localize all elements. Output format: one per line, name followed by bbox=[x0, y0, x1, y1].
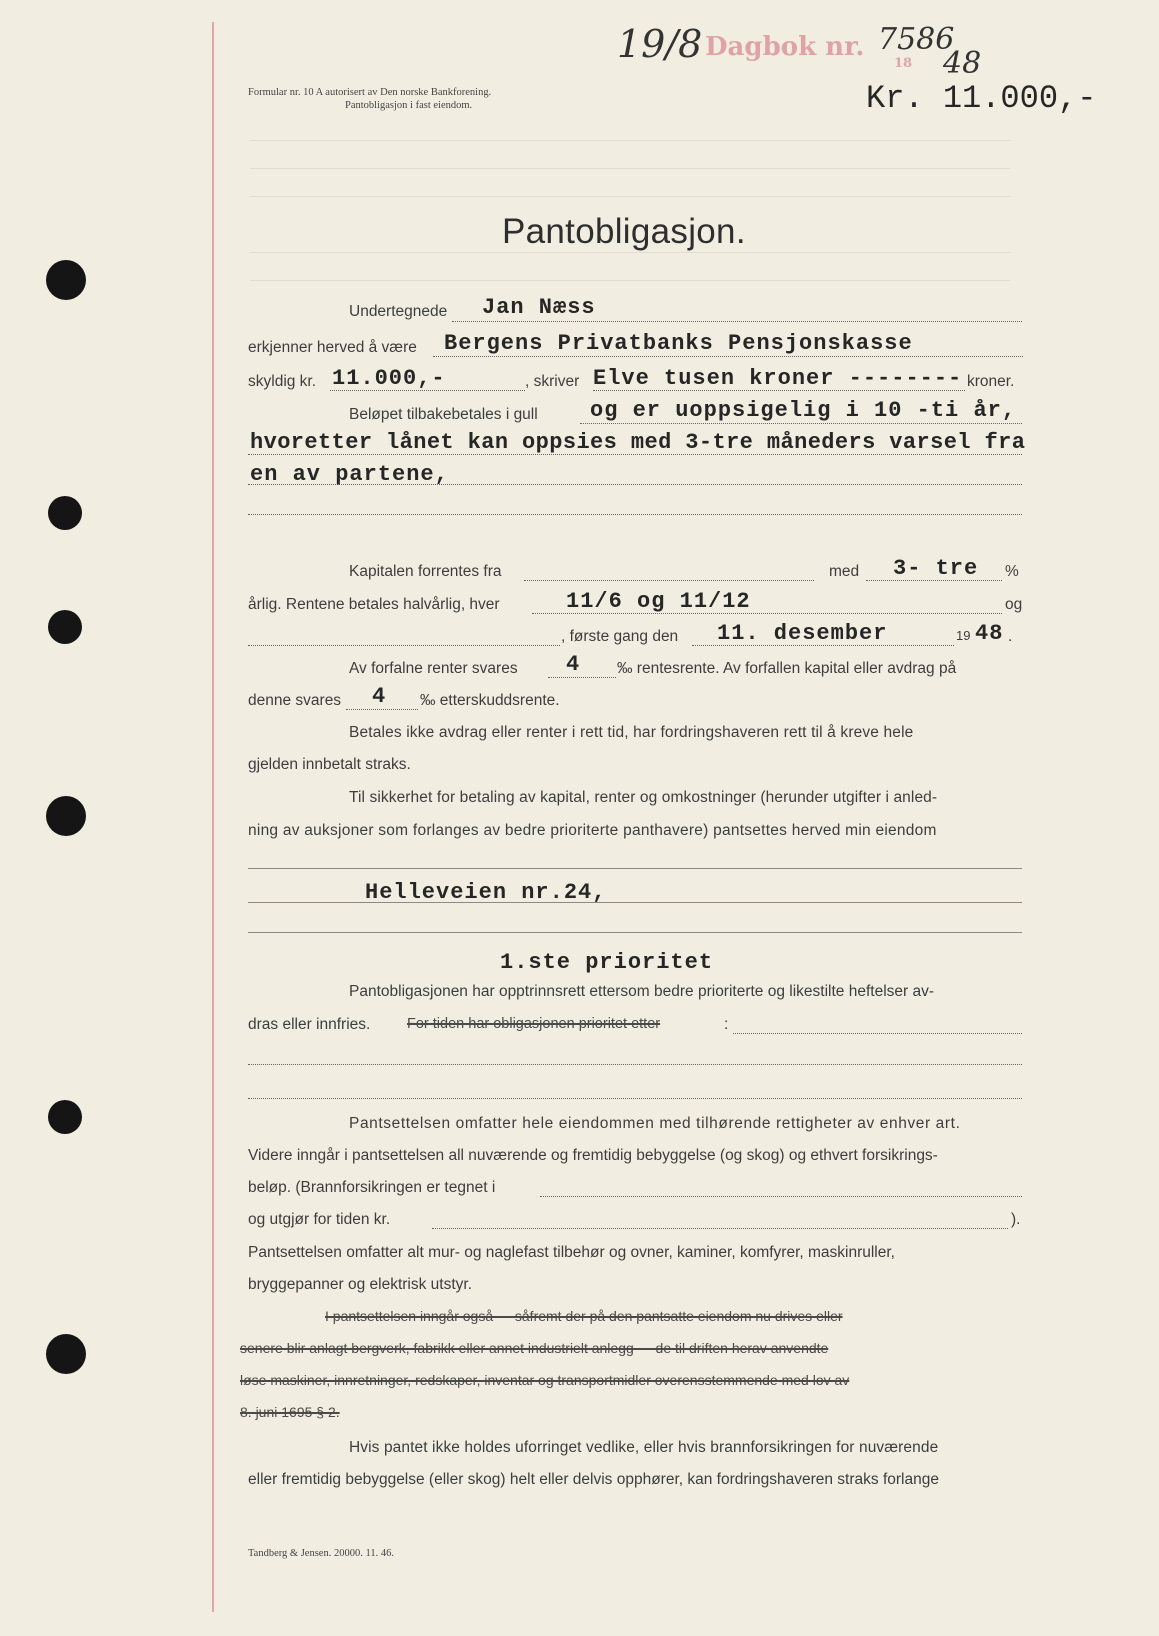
property-line-3 bbox=[248, 932, 1022, 933]
hvis-text-2: eller fremtidig bebyggelse (eller skog) helt eller delvis opphører, kan fordringshaveren straks forlange bbox=[248, 1471, 939, 1488]
binder-hole bbox=[48, 610, 82, 644]
printer-footer: Tandberg & Jensen. 20000. 11. 46. bbox=[248, 1548, 394, 1559]
binder-hole bbox=[46, 796, 86, 836]
betales-text-1: Betales ikke avdrag eller renter i rett tid, har fordringshaveren rett til å kreve hele bbox=[349, 724, 914, 741]
etter-pct: 4 bbox=[372, 684, 387, 709]
forste-label: , første gang den bbox=[561, 628, 679, 645]
med-label: med bbox=[829, 563, 860, 580]
dagbok-number: 7586 bbox=[878, 22, 955, 57]
opptrinn-line-1 bbox=[733, 1033, 1022, 1034]
amount-header: Kr. 11.000,- bbox=[866, 80, 1097, 117]
betales-text-2: gjelden innbetalt straks. bbox=[248, 756, 411, 773]
binder-hole bbox=[46, 1334, 86, 1374]
struck-text-1: I pantsettelsen inngår også — såfremt der på den pantsatte eiendom nu drives eller bbox=[325, 1308, 843, 1324]
kapitalen-line bbox=[524, 580, 814, 581]
binder-hole bbox=[46, 260, 86, 300]
creditor-line bbox=[433, 356, 1023, 357]
struck-text-4: 8. juni 1695 § 2. bbox=[240, 1404, 340, 1420]
forfalne-label: Av forfalne renter svares bbox=[349, 660, 518, 677]
omfatter-text-1: Pantsettelsen omfatter hele eiendommen med tilhørende rettigheter av enhver art. bbox=[349, 1115, 961, 1132]
binder-hole bbox=[48, 496, 82, 530]
dagbok-stamp: Dagbok nr. bbox=[705, 32, 865, 62]
repay-text-1: og er uoppsigelig i 10 -ti år, bbox=[590, 398, 1017, 423]
opptrinn-line-2 bbox=[248, 1064, 1022, 1065]
page-title: Pantobligasjon. bbox=[502, 212, 746, 251]
red-margin-line bbox=[212, 22, 214, 1612]
omfatter-text-4b: ). bbox=[1011, 1211, 1021, 1228]
repay-line-4 bbox=[248, 514, 1022, 515]
repay-text-3: en av partene, bbox=[250, 462, 449, 487]
erkjenner-label: erkjenner herved å være bbox=[248, 339, 417, 356]
kapitalen-label: Kapitalen forrentes fra bbox=[349, 563, 502, 580]
repay-line-1 bbox=[580, 423, 1022, 424]
property-line-2 bbox=[248, 902, 1022, 903]
form-note-2: Pantobligasjon i fast eiendom. bbox=[345, 100, 473, 111]
opptrinn-line-3 bbox=[248, 1098, 1022, 1099]
undertegnede-line bbox=[452, 321, 1022, 322]
rentesrente-label: ‰ rentesrente. Av forfallen kapital eller avdrag på bbox=[617, 660, 957, 677]
priority: 1.ste prioritet bbox=[500, 950, 714, 975]
property-address: Helleveien nr.24, bbox=[365, 880, 607, 905]
renter-pct-line bbox=[548, 677, 616, 678]
first-date: 11. desember bbox=[717, 621, 888, 646]
rate-value: 3- tre bbox=[893, 556, 979, 581]
debtor-name: Jan Næss bbox=[482, 295, 596, 320]
binder-hole bbox=[48, 1100, 82, 1134]
opptrinn-colon: : bbox=[724, 1016, 729, 1033]
amount-value: 11.000,- bbox=[332, 366, 446, 391]
form-note-1: Formular nr. 10 A autorisert av Den norske Bankforening. bbox=[248, 87, 492, 98]
undertegnede-label: Undertegnede bbox=[349, 303, 448, 320]
struck-text-2: senere blir anlagt bergverk, fabrikk eller annet industrielt anlegg — de til driften herav anvendte bbox=[240, 1340, 829, 1356]
tilbehor-text-2: bryggepanner og elektrisk utstyr. bbox=[248, 1276, 473, 1293]
aarlig-label: årlig. Rentene betales halvårlig, hver bbox=[248, 596, 500, 613]
pct-sign: % bbox=[1005, 563, 1019, 580]
repay-text-2: hvoretter lånet kan oppsies med 3-tre måneders varsel fra bbox=[250, 430, 1026, 455]
renter-pct: 4 bbox=[566, 652, 581, 677]
pay-dates: 11/6 og 11/12 bbox=[566, 589, 751, 614]
forsikring-amount-line bbox=[432, 1228, 1008, 1229]
year-handwritten: 48 bbox=[943, 46, 982, 81]
creditor-name: Bergens Privatbanks Pensjonskasse bbox=[444, 331, 913, 356]
etterskudd-label: ‰ etterskuddsrente. bbox=[420, 692, 560, 709]
etter-pct-line bbox=[346, 709, 418, 710]
skriver-label: , skriver bbox=[525, 373, 580, 390]
date-handwritten: 19/8 bbox=[617, 22, 703, 66]
denne-label: denne svares bbox=[248, 692, 342, 709]
tilbehor-text-1: Pantsettelsen omfatter alt mur- og naglefast tilbehør og ovner, kaminer, komfyrer, maskinruller, bbox=[248, 1244, 895, 1261]
skyldig-label: skyldig kr. bbox=[248, 373, 317, 390]
forste-line bbox=[248, 645, 560, 646]
omfatter-text-3: beløp. (Brannforsikringen er tegnet i bbox=[248, 1179, 496, 1196]
property-line-1 bbox=[248, 868, 1022, 869]
struck-text-3: løse maskiner, innretninger, redskaper, inventar og transportmidler overensstemmende med lov av bbox=[240, 1372, 850, 1388]
amount-words: Elve tusen kroner -------- bbox=[593, 366, 963, 391]
brannforsikring-line bbox=[540, 1196, 1022, 1197]
first-year: 48 bbox=[975, 621, 1004, 646]
hvis-text-1: Hvis pantet ikke holdes uforringet vedlike, eller hvis brannforsikringen for nuværende bbox=[349, 1439, 939, 1456]
opptrinn-text-1: Pantobligasjonen har opptrinnsrett ettersom bedre prioriterte og likestilte heftelser av- bbox=[349, 983, 935, 1000]
belopet-label: Beløpet tilbakebetales i gull bbox=[349, 406, 538, 423]
opptrinn-text-2a: dras eller innfries. bbox=[248, 1016, 371, 1033]
omfatter-text-4a: og utgjør for tiden kr. bbox=[248, 1211, 391, 1228]
year-prefix: 19 bbox=[956, 628, 971, 643]
sikkerhet-text-1: Til sikkerhet for betaling av kapital, renter og omkostninger (herunder utgifter i anled- bbox=[349, 789, 938, 806]
sikkerhet-text-2: ning av auksjoner som forlanges av bedre prioriterte panthavere) pantsettes herved min eiendom bbox=[248, 822, 937, 839]
period: . bbox=[1008, 628, 1013, 645]
stamp-sub: 18 bbox=[894, 56, 913, 71]
og-label: og bbox=[1005, 596, 1023, 613]
kroner-label: kroner. bbox=[967, 373, 1015, 390]
opptrinn-text-struck: For tiden har obligasjonen prioritet etter bbox=[407, 1016, 661, 1032]
omfatter-text-2: Videre inngår i pantsettelsen all nuværende og fremtidig bebyggelse (og skog) og ethvert forsikrings- bbox=[248, 1147, 938, 1164]
